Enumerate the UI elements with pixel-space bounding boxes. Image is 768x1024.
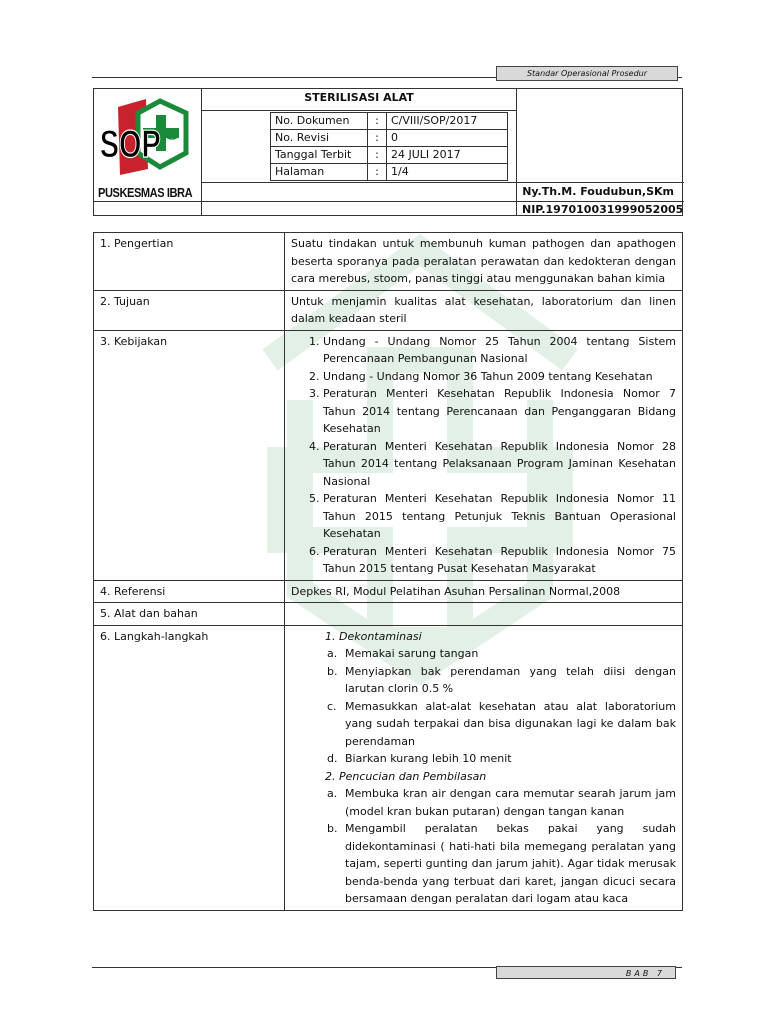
list-item: 3. Peraturan Menteri Kesehatan Republik Indonesia Nomor 7 Tahun 2014 tentang Perencanaan dan Penganggaran Bidang Kesehatan (323, 385, 676, 438)
step-list (291, 645, 676, 768)
svg-text:SOP: SOP (99, 122, 161, 166)
document-title: STERILISASI ALAT (304, 91, 414, 104)
meta-row: No. Revisi : 0 (271, 130, 508, 147)
section-row (94, 330, 683, 580)
list-item: a. Membuka kran air dengan cara memutar searah jarum jam (model kran bukan putaran) dengan tangan kanan (327, 787, 676, 818)
step-heading: 1. Dekontaminasi (325, 629, 422, 643)
section-label: 1. Pengertian (94, 233, 285, 291)
list-item: 4. Peraturan Menteri Kesehatan Republik Indonesia Nomor 28 Tahun 2014 tentang Pelaksanaan Program Jaminan Kesehatan Nasional (323, 438, 676, 491)
meta-row: No. Dokumen : C/VIII/SOP/2017 (271, 113, 508, 130)
sop-content-table (93, 232, 683, 911)
section-text: Suatu tindakan untuk membunuh kuman pathogen dan apathogen beserta sporanya pada peralatan perawatan dan kedokteran dengan cara merebus, stoom, panas tinggi atau menggunakan bahan kimia (285, 233, 683, 291)
section-label: 3. Kebijakan (94, 330, 285, 580)
section-row (94, 290, 683, 330)
section-text (285, 603, 683, 626)
policy-list (291, 333, 676, 578)
footer-label: BAB 7 (496, 966, 676, 979)
list-item: 6. Peraturan Menteri Kesehatan Republik Indonesia Nomor 75 Tahun 2015 tentang Pusat Kesehatan Masyarakat (323, 543, 676, 578)
section-row (94, 580, 683, 603)
section-text: Depkes RI, Modul Pelatihan Asuhan Persalinan Normal,2008 (285, 580, 683, 603)
header-label: Standar Operasional Prosedur (496, 66, 678, 81)
list-item: 1. Undang - Undang Nomor 25 Tahun 2004 tentang Sistem Perencanaan Pembangunan Nasional (323, 333, 676, 368)
meta-row: Tanggal Terbit : 24 JULI 2017 (271, 147, 508, 164)
org-name: PUSKESMAS IBRA (98, 185, 193, 200)
signature-block (522, 183, 684, 219)
section-row (94, 233, 683, 291)
list-item: 5. Peraturan Menteri Kesehatan Republik Indonesia Nomor 11 Tahun 2015 tentang Petunjuk Teknis Bantuan Operasional Kesehatan (323, 490, 676, 543)
section-label: 4. Referensi (94, 580, 285, 603)
sop-logo (98, 97, 198, 177)
signer-name: Ny.Th.M. Foudubun,SKm (522, 185, 674, 198)
section-label: 6. Langkah-langkah (94, 625, 285, 910)
list-item: c. Memasukkan alat-alat kesehatan atau alat laboratorium yang sudah terpakai dan bisa digunakan lagi ke dalam bak perendaman (327, 699, 676, 748)
list-item: b. Mengambil peralatan bekas pakai yang sudah didekontaminasi ( hati-hati bila memegang peralatan yang tajam, seperti gunting dan jarum jahit). Agar tidak merusak benda-benda yang terbuat dari karet, jangan dicuci secara bersamaan dengan peralatan dari logam atau kaca (327, 822, 676, 905)
list-item: a. Memakai sarung tangan (327, 647, 479, 660)
list-item: 2. Undang - Undang Nomor 36 Tahun 2009 tentang Kesehatan (323, 368, 676, 386)
section-row (94, 625, 683, 910)
list-item: d. Biarkan kurang lebih 10 menit (327, 752, 512, 765)
signer-nip: NIP.197010031999052005 (522, 203, 684, 216)
document-meta (270, 112, 508, 181)
section-row (94, 603, 683, 626)
step-heading: 2. Pencucian dan Pembilasan (325, 769, 487, 783)
step-list (291, 785, 676, 908)
document-header (93, 88, 683, 216)
section-label: 2. Tujuan (94, 290, 285, 330)
meta-row: Halaman : 1/4 (271, 164, 508, 181)
section-label: 5. Alat dan bahan (94, 603, 285, 626)
section-text: Untuk menjamin kualitas alat kesehatan, laboratorium dan linen dalam keadaan steril (285, 290, 683, 330)
list-item: b. Menyiapkan bak perendaman yang telah diisi dengan larutan clorin 0.5 % (327, 664, 676, 695)
